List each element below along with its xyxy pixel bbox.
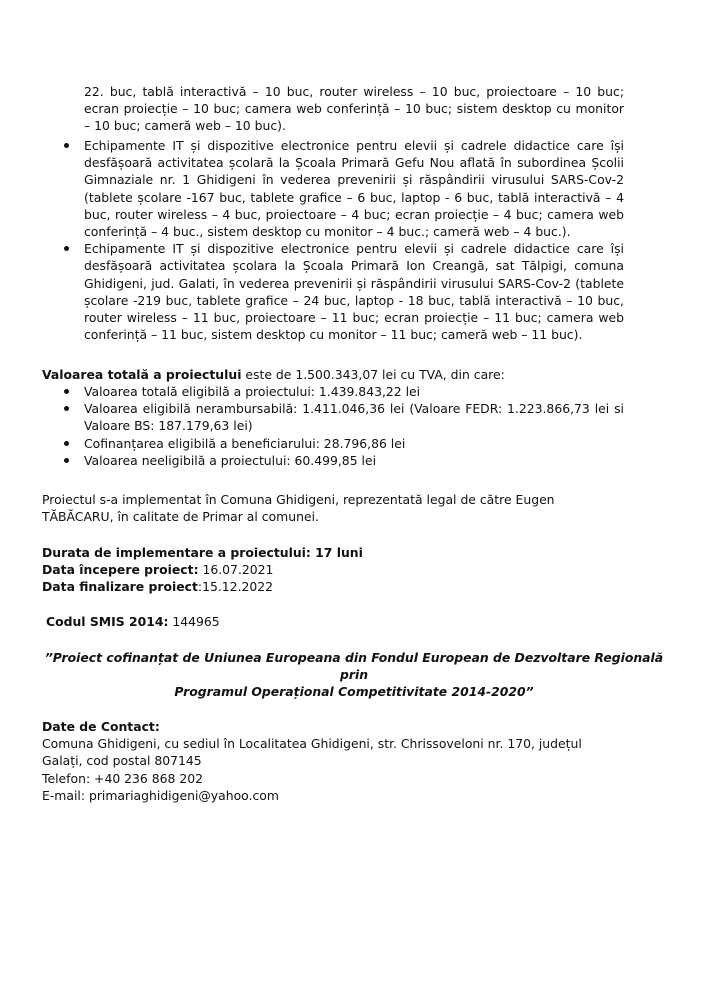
cofinancing-line-2: Programul Operațional Competitivitate 2014-2020” (174, 684, 534, 700)
cofinancing-line-1: ”Proiect cofinanțat de Uniunea Europeana din Fondul European de Dezvoltare Regională prin (44, 650, 664, 683)
total-value-label: Valoarea totală a proiectului (42, 367, 242, 382)
total-value-text: este de 1.500.343,07 lei cu TVA, din care: (241, 367, 505, 382)
end-date-value: :15.12.2022 (197, 579, 274, 595)
continuation-paragraph: 22. buc, tablă interactivă – 10 buc, router wireless – 10 buc, proiectoare – 10 buc; ecran proiecție – 10 buc; camera web conferință – 10 buc; sistem desktop cu monitor – 10 buc; cameră web – 10 buc). (84, 84, 624, 134)
duration-line: Durata de implementare a proiectului: 17 luni (42, 545, 363, 560)
smis-label: Codul SMIS 2014: (46, 614, 169, 629)
contact-address: Comuna Ghidigeni, cu sediul în Localitatea Ghidigeni, str. Chrissoveloni nr. 170, județul Galați, cod postal 807145 (42, 736, 582, 769)
smis-code-line (46, 613, 628, 630)
list-item: Echipamente IT și dispozitive electronice pentru elevii și cadrele didactice care își desfășoară activitatea școlara la Școala Primară Ion Creangă, sat Tălpigi, comuna Ghidigeni, jud. Galati, în vederea prevenirii și răspândirii virusului SARS-Cov-2 (tablete școlare -219 buc, tablete grafice – 24 buc, laptop - 18 buc, tablă interactivă – 10 buc, router wireless – 11 buc, proiectoare – 11 buc; ecran proiecție – 11 buc; camera web conferință – 11 buc, sistem desktop cu monitor – 11 buc; cameră web – 11 buc). (84, 241, 624, 343)
smis-value: 144965 (168, 614, 220, 629)
list-item: Valoarea eligibilă nerambursabilă: 1.411.046,36 lei (Valoare FEDR: 1.223.866,73 lei si Valoare BS: 187.179,63 lei) (84, 401, 624, 434)
contact-phone: Telefon: +40 236 868 202 (42, 770, 203, 786)
contact-email: E-mail: primariaghidigeni@yahoo.com (42, 787, 279, 803)
implementation-paragraph: Proiectul s-a implementat în Comuna Ghidigeni, reprezentată legal de către Eugen TĂBĂCARU, în calitate de Primar al comunei. (42, 492, 555, 525)
start-date-label: Data începere proiect: (42, 562, 199, 578)
list-item: Valoarea totală eligibilă a proiectului: 1.439.843,22 lei (84, 383, 624, 400)
start-date-value: 16.07.2021 (198, 562, 274, 578)
contact-section (42, 718, 624, 804)
contact-heading: Date de Contact: (42, 719, 160, 734)
value-list (84, 383, 624, 469)
list-item: Valoarea neeligibilă a proiectului: 60.499,85 lei (84, 452, 624, 469)
total-value-line (42, 366, 624, 383)
equipment-list (84, 137, 624, 343)
end-date-label: Data finalizare proiect (42, 579, 198, 595)
project-dates (42, 544, 624, 596)
list-item: Cofinanțarea eligibilă a beneficiarului: 28.796,86 lei (84, 435, 624, 452)
cofinancing-statement (42, 649, 666, 701)
list-item: Echipamente IT și dispozitive electronice pentru elevii și cadrele didactice care își desfășoară activitatea școlară la Școala Primară Gefu Nou aflată în subordinea Școlii Gimnaziale nr. 1 Ghidigeni în vederea prevenirii și răspândirii virusului SARS-Cov-2 (tablete școlare -167 buc, tablete grafice – 6 buc, laptop - 6 buc, tablă interactivă – 4 buc, router wireless – 4 buc, proiectoare – 4 buc; ecran proiecție – 4 buc; camera web conferință – 4 buc., sistem desktop cu monitor – 4 buc.; cameră web – 4 buc.). (84, 138, 624, 240)
